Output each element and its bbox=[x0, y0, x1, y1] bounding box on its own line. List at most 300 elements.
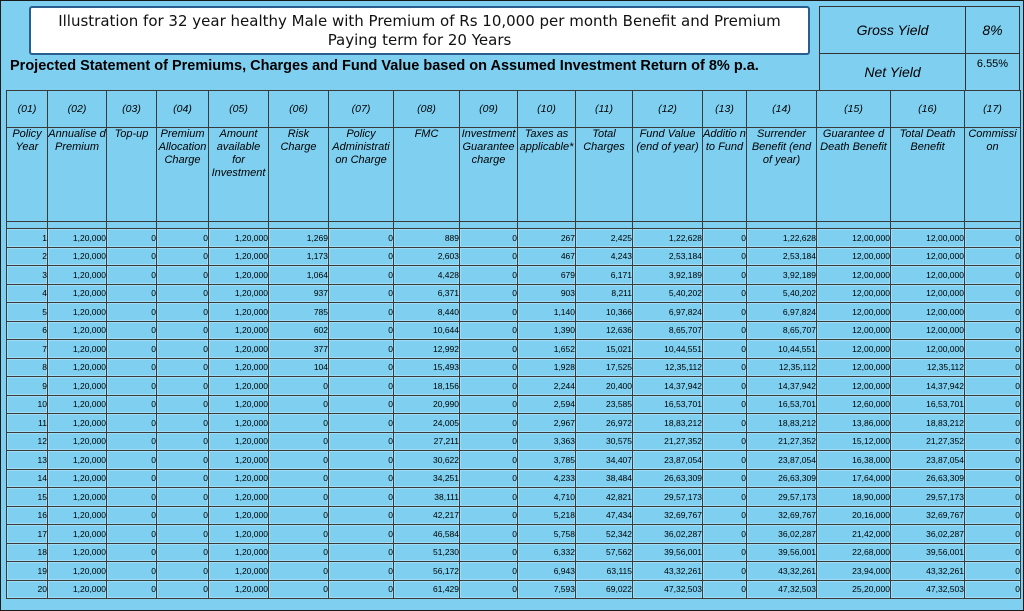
column-number: (05) bbox=[209, 91, 269, 128]
table-cell: 0 bbox=[329, 284, 394, 303]
table-cell: 0 bbox=[269, 414, 329, 433]
table-cell: 0 bbox=[329, 488, 394, 507]
table-cell: 0 bbox=[460, 229, 518, 248]
table-cell: 20,400 bbox=[576, 377, 633, 396]
column-number: (08) bbox=[394, 91, 460, 128]
table-cell: 0 bbox=[703, 580, 747, 599]
table-cell: 0 bbox=[460, 414, 518, 433]
table-cell: 1,20,000 bbox=[209, 469, 269, 488]
table-cell: 1,20,000 bbox=[209, 525, 269, 544]
table-cell: 5,40,202 bbox=[747, 284, 817, 303]
table-cell: 1,20,000 bbox=[48, 432, 107, 451]
table-cell: 0 bbox=[460, 506, 518, 525]
table-cell: 36,02,287 bbox=[891, 525, 965, 544]
table-cell: 0 bbox=[965, 303, 1021, 322]
table-cell: 0 bbox=[329, 395, 394, 414]
table-cell: 0 bbox=[460, 377, 518, 396]
table-cell: 12,00,000 bbox=[891, 340, 965, 359]
statement-subtitle: Projected Statement of Premiums, Charges and Fund Value based on Assumed Investment Return of 8% p.a. bbox=[10, 58, 759, 74]
table-cell: 43,32,261 bbox=[633, 562, 703, 581]
table-cell: 18,83,212 bbox=[891, 414, 965, 433]
table-cell: 1,20,000 bbox=[209, 358, 269, 377]
table-cell: 4,428 bbox=[394, 266, 460, 285]
table-cell: 1,652 bbox=[518, 340, 576, 359]
table-row bbox=[7, 432, 1021, 451]
table-cell: 0 bbox=[703, 488, 747, 507]
table-cell: 0 bbox=[460, 525, 518, 544]
table-row bbox=[7, 543, 1021, 562]
table-cell: 12,00,000 bbox=[817, 358, 891, 377]
table-cell: 937 bbox=[269, 284, 329, 303]
column-header: Total Death Benefit bbox=[891, 128, 965, 222]
table-cell: 1,20,000 bbox=[48, 451, 107, 470]
table-cell: 0 bbox=[269, 562, 329, 581]
table-cell: 12,00,000 bbox=[817, 377, 891, 396]
table-cell: 0 bbox=[157, 377, 209, 396]
column-number: (04) bbox=[157, 91, 209, 128]
column-number: (16) bbox=[891, 91, 965, 128]
column-number: (12) bbox=[633, 91, 703, 128]
table-cell: 29,57,173 bbox=[633, 488, 703, 507]
table-cell: 104 bbox=[269, 358, 329, 377]
table-cell: 0 bbox=[703, 469, 747, 488]
table-cell: 6 bbox=[7, 321, 48, 340]
table-cell: 0 bbox=[460, 543, 518, 562]
column-number: (03) bbox=[107, 91, 157, 128]
table-cell: 0 bbox=[460, 340, 518, 359]
table-cell: 21,27,352 bbox=[891, 432, 965, 451]
table-cell: 0 bbox=[703, 525, 747, 544]
table-cell: 22,68,000 bbox=[817, 543, 891, 562]
table-cell: 21,42,000 bbox=[817, 525, 891, 544]
table-cell: 0 bbox=[107, 562, 157, 581]
gross-yield-label: Gross Yield bbox=[819, 6, 966, 54]
table-cell: 30,575 bbox=[576, 432, 633, 451]
table-cell: 0 bbox=[157, 469, 209, 488]
table-cell: 1,20,000 bbox=[209, 432, 269, 451]
table-cell: 0 bbox=[965, 525, 1021, 544]
table-cell: 0 bbox=[965, 562, 1021, 581]
table-cell: 0 bbox=[157, 580, 209, 599]
table-cell: 1,20,000 bbox=[48, 543, 107, 562]
table-cell: 0 bbox=[107, 543, 157, 562]
table-cell: 0 bbox=[329, 469, 394, 488]
column-header: FMC bbox=[394, 128, 460, 222]
spacer-cell bbox=[747, 222, 817, 229]
table-cell: 0 bbox=[269, 451, 329, 470]
table-cell: 11 bbox=[7, 414, 48, 433]
table-cell: 0 bbox=[703, 395, 747, 414]
table-cell: 2,244 bbox=[518, 377, 576, 396]
table-cell: 32,69,767 bbox=[633, 506, 703, 525]
table-cell: 0 bbox=[329, 525, 394, 544]
column-header: Total Charges bbox=[576, 128, 633, 222]
table-cell: 51,230 bbox=[394, 543, 460, 562]
table-cell: 0 bbox=[107, 580, 157, 599]
table-cell: 2,603 bbox=[394, 247, 460, 266]
table-cell: 12,00,000 bbox=[817, 229, 891, 248]
table-cell: 1,20,000 bbox=[209, 321, 269, 340]
table-cell: 0 bbox=[269, 395, 329, 414]
table-cell: 10,644 bbox=[394, 321, 460, 340]
table-cell: 0 bbox=[703, 562, 747, 581]
table-cell: 0 bbox=[269, 506, 329, 525]
table-row bbox=[7, 469, 1021, 488]
table-cell: 12,35,112 bbox=[633, 358, 703, 377]
table-cell: 36,02,287 bbox=[633, 525, 703, 544]
table-cell: 3,92,189 bbox=[747, 266, 817, 285]
table-cell: 0 bbox=[329, 562, 394, 581]
table-cell: 0 bbox=[157, 506, 209, 525]
table-cell: 0 bbox=[460, 247, 518, 266]
table-cell: 0 bbox=[269, 525, 329, 544]
table-cell: 1,20,000 bbox=[48, 303, 107, 322]
table-cell: 23,87,054 bbox=[747, 451, 817, 470]
table-cell: 10,44,551 bbox=[747, 340, 817, 359]
table-cell: 24,005 bbox=[394, 414, 460, 433]
table-cell: 15,021 bbox=[576, 340, 633, 359]
table-cell: 0 bbox=[107, 506, 157, 525]
table-cell: 0 bbox=[703, 284, 747, 303]
table-cell: 6,97,824 bbox=[747, 303, 817, 322]
table-cell: 0 bbox=[157, 395, 209, 414]
column-header: Premium Allocation Charge bbox=[157, 128, 209, 222]
table-cell: 267 bbox=[518, 229, 576, 248]
table-cell: 29,57,173 bbox=[891, 488, 965, 507]
table-cell: 1,20,000 bbox=[209, 395, 269, 414]
table-row bbox=[7, 414, 1021, 433]
table-cell: 12,636 bbox=[576, 321, 633, 340]
table-cell: 20,990 bbox=[394, 395, 460, 414]
spacer-cell bbox=[7, 222, 48, 229]
table-cell: 1,20,000 bbox=[209, 303, 269, 322]
column-number: (14) bbox=[747, 91, 817, 128]
table-cell: 0 bbox=[965, 377, 1021, 396]
table-cell: 21,27,352 bbox=[633, 432, 703, 451]
table-cell: 0 bbox=[269, 377, 329, 396]
column-number-row bbox=[7, 91, 1021, 128]
table-cell: 61,429 bbox=[394, 580, 460, 599]
table-cell: 23,585 bbox=[576, 395, 633, 414]
table-cell: 12,00,000 bbox=[817, 266, 891, 285]
table-cell: 0 bbox=[157, 543, 209, 562]
table-cell: 36,02,287 bbox=[747, 525, 817, 544]
column-number: (09) bbox=[460, 91, 518, 128]
table-cell: 1,20,000 bbox=[209, 229, 269, 248]
table-cell: 0 bbox=[107, 303, 157, 322]
table-cell: 19 bbox=[7, 562, 48, 581]
table-cell: 12,00,000 bbox=[891, 321, 965, 340]
table-cell: 0 bbox=[269, 543, 329, 562]
table-cell: 0 bbox=[329, 229, 394, 248]
table-cell: 0 bbox=[329, 432, 394, 451]
column-number: (13) bbox=[703, 91, 747, 128]
table-cell: 27,211 bbox=[394, 432, 460, 451]
table-cell: 23,87,054 bbox=[633, 451, 703, 470]
column-header: Surrender Benefit (end of year) bbox=[747, 128, 817, 222]
column-header: Top-up bbox=[107, 128, 157, 222]
table-cell: 39,56,001 bbox=[891, 543, 965, 562]
table-cell: 0 bbox=[965, 284, 1021, 303]
table-cell: 12,00,000 bbox=[891, 229, 965, 248]
table-cell: 0 bbox=[329, 266, 394, 285]
table-cell: 38,111 bbox=[394, 488, 460, 507]
table-cell: 10,44,551 bbox=[633, 340, 703, 359]
title-line-1: Illustration for 32 year healthy Male with Premium of Rs 10,000 per month Benefit and Premium bbox=[58, 12, 781, 30]
table-cell: 12,00,000 bbox=[817, 247, 891, 266]
table-cell: 4,243 bbox=[576, 247, 633, 266]
table-cell: 8,65,707 bbox=[747, 321, 817, 340]
table-cell: 15 bbox=[7, 488, 48, 507]
table-cell: 0 bbox=[703, 266, 747, 285]
header-spacer-row bbox=[7, 222, 1021, 229]
table-cell: 12,00,000 bbox=[891, 266, 965, 285]
table-cell: 4 bbox=[7, 284, 48, 303]
table-cell: 1,20,000 bbox=[48, 340, 107, 359]
table-cell: 47,32,503 bbox=[891, 580, 965, 599]
table-cell: 0 bbox=[460, 358, 518, 377]
table-cell: 0 bbox=[965, 247, 1021, 266]
table-cell: 4,710 bbox=[518, 488, 576, 507]
table-cell: 15,12,000 bbox=[817, 432, 891, 451]
table-cell: 63,115 bbox=[576, 562, 633, 581]
table-cell: 1,20,000 bbox=[209, 340, 269, 359]
table-cell: 0 bbox=[965, 506, 1021, 525]
table-cell: 0 bbox=[460, 562, 518, 581]
table-cell: 0 bbox=[703, 303, 747, 322]
spacer-cell bbox=[209, 222, 269, 229]
column-number: (10) bbox=[518, 91, 576, 128]
table-cell: 0 bbox=[329, 358, 394, 377]
table-cell: 1,390 bbox=[518, 321, 576, 340]
table-cell: 29,57,173 bbox=[747, 488, 817, 507]
spacer-cell bbox=[329, 222, 394, 229]
table-cell: 39,56,001 bbox=[633, 543, 703, 562]
table-cell: 0 bbox=[157, 432, 209, 451]
table-cell: 39,56,001 bbox=[747, 543, 817, 562]
table-cell: 0 bbox=[269, 580, 329, 599]
table-cell: 0 bbox=[460, 432, 518, 451]
projection-table bbox=[6, 90, 1021, 599]
spacer-cell bbox=[703, 222, 747, 229]
table-cell: 6,371 bbox=[394, 284, 460, 303]
table-cell: 3,92,189 bbox=[633, 266, 703, 285]
column-header-row bbox=[7, 128, 1021, 222]
table-cell: 14 bbox=[7, 469, 48, 488]
table-cell: 0 bbox=[329, 340, 394, 359]
column-header: Policy Administrati on Charge bbox=[329, 128, 394, 222]
table-cell: 0 bbox=[965, 229, 1021, 248]
table-cell: 14,37,942 bbox=[633, 377, 703, 396]
table-row bbox=[7, 562, 1021, 581]
table-cell: 2,53,184 bbox=[633, 247, 703, 266]
table-cell: 903 bbox=[518, 284, 576, 303]
table-row bbox=[7, 321, 1021, 340]
projection-rows bbox=[7, 229, 1021, 599]
table-cell: 0 bbox=[107, 247, 157, 266]
net-yield-value: 6.55% bbox=[965, 53, 1020, 91]
table-cell: 0 bbox=[107, 358, 157, 377]
table-cell: 0 bbox=[107, 340, 157, 359]
table-cell: 0 bbox=[965, 340, 1021, 359]
table-cell: 43,32,261 bbox=[891, 562, 965, 581]
table-cell: 0 bbox=[157, 451, 209, 470]
table-row bbox=[7, 229, 1021, 248]
table-cell: 1,269 bbox=[269, 229, 329, 248]
table-cell: 12,60,000 bbox=[817, 395, 891, 414]
table-cell: 26,63,309 bbox=[891, 469, 965, 488]
column-header: Annualise d Premium bbox=[48, 128, 107, 222]
table-cell: 1,20,000 bbox=[48, 377, 107, 396]
net-yield-label: Net Yield bbox=[819, 53, 966, 91]
table-cell: 26,63,309 bbox=[747, 469, 817, 488]
table-cell: 0 bbox=[703, 543, 747, 562]
table-cell: 47,32,503 bbox=[633, 580, 703, 599]
spacer-cell bbox=[817, 222, 891, 229]
table-cell: 1,22,628 bbox=[633, 229, 703, 248]
table-cell: 0 bbox=[460, 469, 518, 488]
table-cell: 12,992 bbox=[394, 340, 460, 359]
table-row bbox=[7, 506, 1021, 525]
table-cell: 0 bbox=[703, 432, 747, 451]
table-cell: 377 bbox=[269, 340, 329, 359]
table-cell: 0 bbox=[157, 247, 209, 266]
table-cell: 0 bbox=[107, 321, 157, 340]
title-line-2: Paying term for 20 Years bbox=[327, 31, 512, 49]
table-cell: 1,20,000 bbox=[209, 580, 269, 599]
column-number: (01) bbox=[7, 91, 48, 128]
table-cell: 25,20,000 bbox=[817, 580, 891, 599]
table-cell: 7 bbox=[7, 340, 48, 359]
table-cell: 12,00,000 bbox=[817, 321, 891, 340]
table-cell: 0 bbox=[460, 321, 518, 340]
spacer-cell bbox=[576, 222, 633, 229]
table-cell: 0 bbox=[107, 377, 157, 396]
table-cell: 1,173 bbox=[269, 247, 329, 266]
table-cell: 1,20,000 bbox=[48, 229, 107, 248]
table-row bbox=[7, 358, 1021, 377]
spacer-cell bbox=[48, 222, 107, 229]
column-header: Amount available for Investment bbox=[209, 128, 269, 222]
table-cell: 1,20,000 bbox=[48, 525, 107, 544]
table-cell: 23,87,054 bbox=[891, 451, 965, 470]
table-cell: 0 bbox=[157, 340, 209, 359]
table-cell: 1 bbox=[7, 229, 48, 248]
table-cell: 18,90,000 bbox=[817, 488, 891, 507]
table-cell: 0 bbox=[965, 321, 1021, 340]
table-cell: 0 bbox=[965, 414, 1021, 433]
spacer-cell bbox=[107, 222, 157, 229]
column-header: Fund Value (end of year) bbox=[633, 128, 703, 222]
table-cell: 0 bbox=[157, 525, 209, 544]
table-cell: 785 bbox=[269, 303, 329, 322]
column-header: Guarantee d Death Benefit bbox=[817, 128, 891, 222]
table-cell: 17,64,000 bbox=[817, 469, 891, 488]
table-cell: 0 bbox=[460, 303, 518, 322]
table-cell: 1,20,000 bbox=[48, 469, 107, 488]
table-cell: 2,594 bbox=[518, 395, 576, 414]
table-cell: 1,20,000 bbox=[48, 580, 107, 599]
table-cell: 16,53,701 bbox=[633, 395, 703, 414]
table-cell: 1,20,000 bbox=[209, 247, 269, 266]
table-cell: 679 bbox=[518, 266, 576, 285]
table-cell: 0 bbox=[965, 358, 1021, 377]
table-cell: 0 bbox=[965, 395, 1021, 414]
table-cell: 12,00,000 bbox=[817, 340, 891, 359]
table-cell: 34,251 bbox=[394, 469, 460, 488]
table-cell: 0 bbox=[157, 303, 209, 322]
table-cell: 0 bbox=[460, 284, 518, 303]
table-cell: 0 bbox=[965, 266, 1021, 285]
table-cell: 0 bbox=[965, 543, 1021, 562]
table-cell: 0 bbox=[329, 506, 394, 525]
table-cell: 46,584 bbox=[394, 525, 460, 544]
table-cell: 467 bbox=[518, 247, 576, 266]
table-cell: 3,363 bbox=[518, 432, 576, 451]
table-cell: 1,20,000 bbox=[48, 395, 107, 414]
table-cell: 0 bbox=[269, 432, 329, 451]
table-cell: 0 bbox=[107, 395, 157, 414]
column-number: (02) bbox=[48, 91, 107, 128]
table-cell: 0 bbox=[703, 377, 747, 396]
table-cell: 9 bbox=[7, 377, 48, 396]
table-cell: 0 bbox=[157, 284, 209, 303]
table-cell: 1,20,000 bbox=[48, 266, 107, 285]
column-number: (17) bbox=[965, 91, 1021, 128]
table-cell: 0 bbox=[329, 543, 394, 562]
table-cell: 0 bbox=[965, 432, 1021, 451]
table-cell: 0 bbox=[107, 469, 157, 488]
gross-yield-value: 8% bbox=[965, 6, 1020, 54]
table-cell: 0 bbox=[703, 340, 747, 359]
table-cell: 2,425 bbox=[576, 229, 633, 248]
table-cell: 0 bbox=[107, 525, 157, 544]
table-cell: 47,434 bbox=[576, 506, 633, 525]
table-cell: 1,20,000 bbox=[209, 562, 269, 581]
table-cell: 10,366 bbox=[576, 303, 633, 322]
table-cell: 0 bbox=[329, 321, 394, 340]
table-cell: 0 bbox=[703, 229, 747, 248]
table-cell: 17 bbox=[7, 525, 48, 544]
column-header: Policy Year bbox=[7, 128, 48, 222]
table-cell: 12 bbox=[7, 432, 48, 451]
table-row bbox=[7, 451, 1021, 470]
table-cell: 12,00,000 bbox=[817, 284, 891, 303]
table-cell: 0 bbox=[329, 414, 394, 433]
table-cell: 0 bbox=[329, 451, 394, 470]
table-cell: 0 bbox=[269, 469, 329, 488]
table-cell: 16,38,000 bbox=[817, 451, 891, 470]
table-cell: 38,484 bbox=[576, 469, 633, 488]
spacer-cell bbox=[157, 222, 209, 229]
table-row bbox=[7, 340, 1021, 359]
column-number: (07) bbox=[329, 91, 394, 128]
table-cell: 32,69,767 bbox=[891, 506, 965, 525]
table-cell: 18,83,212 bbox=[633, 414, 703, 433]
table-cell: 0 bbox=[460, 580, 518, 599]
table-cell: 0 bbox=[157, 488, 209, 507]
table-cell: 42,217 bbox=[394, 506, 460, 525]
table-cell: 1,20,000 bbox=[209, 543, 269, 562]
table-cell: 5,758 bbox=[518, 525, 576, 544]
table-cell: 0 bbox=[460, 451, 518, 470]
table-cell: 0 bbox=[157, 414, 209, 433]
table-cell: 0 bbox=[329, 580, 394, 599]
table-cell: 0 bbox=[329, 247, 394, 266]
table-cell: 12,35,112 bbox=[747, 358, 817, 377]
table-cell: 8,211 bbox=[576, 284, 633, 303]
table-cell: 0 bbox=[460, 395, 518, 414]
